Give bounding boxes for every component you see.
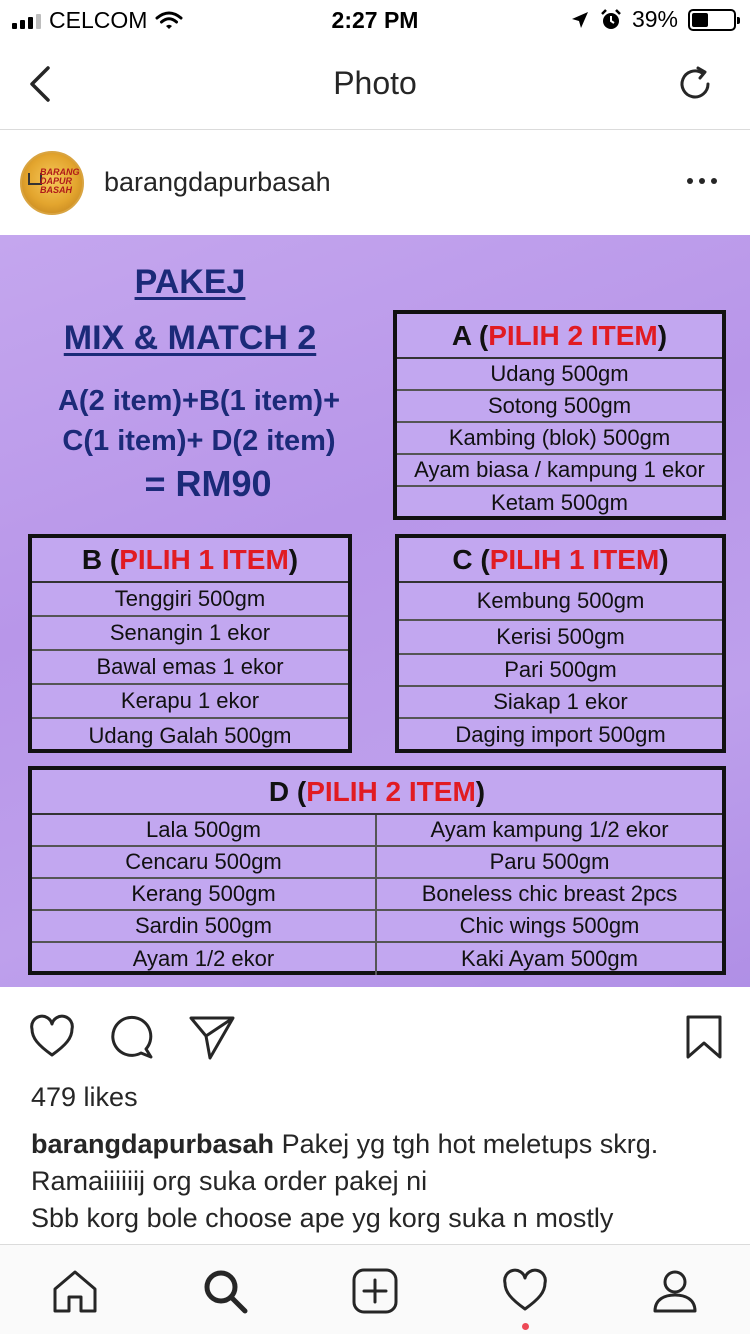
location-arrow-icon xyxy=(570,10,590,30)
promo-formula-line-2: C(1 item)+ D(2 item) xyxy=(62,425,336,457)
box-c-item: Siakap 1 ekor xyxy=(399,687,722,719)
heart-icon[interactable] xyxy=(28,1013,76,1061)
comment-icon[interactable] xyxy=(108,1013,156,1061)
battery-percent: 39% xyxy=(631,6,678,32)
box-b xyxy=(28,534,352,753)
home-icon[interactable] xyxy=(51,1267,99,1315)
send-icon[interactable] xyxy=(188,1013,236,1061)
box-c-item: Pari 500gm xyxy=(399,655,722,687)
post-header xyxy=(0,131,750,235)
box-c-item: Daging import 500gm xyxy=(455,722,666,747)
status-time: 2:27 PM xyxy=(331,7,419,33)
heart-icon[interactable] xyxy=(501,1267,549,1315)
post-caption xyxy=(31,1126,731,1244)
box-b-item: Bawal emas 1 ekor xyxy=(32,651,348,685)
box-a-item: Sotong 500gm xyxy=(397,391,722,423)
caption-text: Ramaiiiiiij org suka order pakej ni xyxy=(31,1166,428,1196)
search-icon[interactable] xyxy=(201,1267,249,1315)
box-c-item: Kerisi 500gm xyxy=(399,621,722,655)
box-a-item: Kambing (blok) 500gm xyxy=(397,423,722,455)
box-d-item: Ayam kampung 1/2 ekor xyxy=(377,815,722,847)
promo-formula-line-1: A(2 item)+B(1 item)+ xyxy=(57,385,340,417)
avatar-logo-text: BARANG DAPUR BASAH xyxy=(40,167,80,195)
box-b-item: Tenggiri 500gm xyxy=(32,583,348,617)
nav-bar xyxy=(0,40,750,130)
box-d-item: Kerang 500gm xyxy=(32,879,377,911)
caption-author[interactable]: barangdapurbasah xyxy=(31,1129,275,1159)
box-d-item: Kaki Ayam 500gm xyxy=(461,946,638,971)
battery-icon xyxy=(688,9,736,31)
ellipsis-icon[interactable] xyxy=(682,167,722,195)
box-c-header: C ( PILIH 1 ITEM ) xyxy=(399,538,722,583)
box-d-item: Ayam 1/2 ekor xyxy=(32,943,377,975)
box-a xyxy=(393,310,726,520)
box-a-item: Ketam 500gm xyxy=(491,490,628,515)
box-d xyxy=(28,766,726,975)
bookmark-icon[interactable] xyxy=(680,1013,728,1061)
box-b-header: B ( PILIH 1 ITEM ) xyxy=(32,538,348,583)
box-a-header: A ( PILIH 2 ITEM ) xyxy=(397,314,722,359)
alarm-icon xyxy=(600,9,622,31)
box-b-item: Udang Galah 500gm xyxy=(88,723,292,748)
box-d-item: Cencaru 500gm xyxy=(32,847,377,879)
box-a-item: Udang 500gm xyxy=(397,359,722,391)
box-b-item: Senangin 1 ekor xyxy=(32,617,348,651)
notification-dot xyxy=(522,1323,529,1330)
box-d-item: Chic wings 500gm xyxy=(377,911,722,943)
box-d-item: Paru 500gm xyxy=(377,847,722,879)
post-image[interactable] xyxy=(0,235,750,987)
box-c-item: Kembung 500gm xyxy=(399,583,722,621)
box-a-item: Ayam biasa / kampung 1 ekor xyxy=(397,455,722,487)
add-post-icon[interactable] xyxy=(351,1267,399,1315)
box-d-item: Sardin 500gm xyxy=(32,911,377,943)
refresh-icon[interactable] xyxy=(674,62,718,106)
box-d-header: D ( PILIH 2 ITEM ) xyxy=(32,770,722,815)
box-b-item: Kerapu 1 ekor xyxy=(32,685,348,719)
promo-subtitle: MIX & MATCH 2 xyxy=(63,319,317,357)
caption-text: Pakej yg tgh hot meletups skrg. xyxy=(274,1129,659,1159)
box-d-item: Boneless chic breast 2pcs xyxy=(377,879,722,911)
post-actions xyxy=(0,987,750,1083)
post-username[interactable]: barangdapurbasah xyxy=(104,167,331,197)
likes-count[interactable]: 479 likes xyxy=(31,1082,138,1112)
box-c xyxy=(395,534,726,753)
page-title: Photo xyxy=(333,65,417,101)
avatar[interactable] xyxy=(20,151,84,215)
status-bar xyxy=(0,0,750,40)
carrier-label: CELCOM xyxy=(49,7,148,33)
box-d-item: Lala 500gm xyxy=(32,815,377,847)
profile-icon[interactable] xyxy=(651,1267,699,1315)
promo-title: PAKEJ xyxy=(134,263,246,301)
promo-price: = RM90 xyxy=(144,463,272,504)
tab-bar xyxy=(0,1244,750,1334)
caption-text: Sbb korg bole choose ape yg korg suka n mostly xyxy=(31,1203,614,1233)
